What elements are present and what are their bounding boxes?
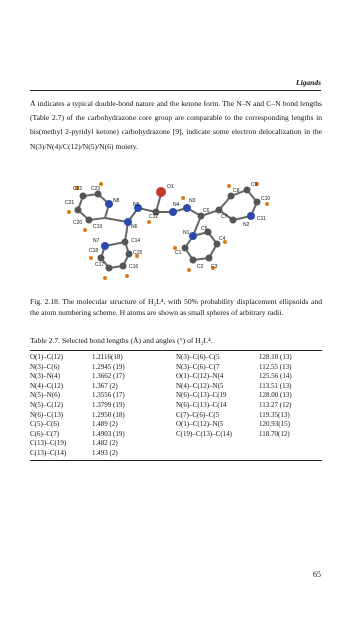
atom-label: C7 [221,214,228,220]
body-paragraph: Å indicates a typical double-bond nature and the ketone form. The N–N and C–N bond lengths (Table 2.7) of the carbohydrazone core group are comparable to the corresponding lengths in bis(methyl 2-pyridyl ketone) carbohydrazone [9], indicate some electron delocalization in the N(3)/N(4)/C(12)/N(5)/N(6) moiety. [30,99,322,151]
table-caption: Table 2.7. Selected bond lengths (Å) and angles (°) of H₂L⁴. [30,336,213,345]
bonds [78,190,257,268]
angle-value: 125.56 (14) [259,372,292,381]
bond-label: N(6)–C(13) [30,410,64,419]
bond-value: 1.2945 (19) [92,362,125,371]
atom-label: C12 [149,214,159,220]
angle-value: 128.10 (13) [259,353,292,361]
bond-label: O(1)–C(12) [30,353,64,361]
angle-value: 113.51 (13) [259,381,292,390]
bond-value: 1.2116(18) [92,353,123,361]
atom-label: N1 [183,230,190,236]
atom-label: N8 [113,198,120,204]
bond-value: 1.3799 (19) [92,400,125,409]
bond-value: 1.4903 (19) [92,429,125,438]
angle-value: 128.00 (13) [259,391,292,400]
bond-label: C(13)–C(14) [30,448,67,457]
table-row [30,372,176,382]
bond-value: 1.489 (2) [92,420,118,429]
table-row [30,430,176,440]
bond-label: C(13)–C(19) [30,439,67,448]
table-row [30,353,176,363]
bond-table [30,350,322,461]
atom-label: C21 [65,200,75,206]
atom-label: N3 [189,198,196,204]
atom-label: C16 [129,264,139,270]
atom-label: C15 [133,250,143,256]
angle-label: N(3)–C(6)–C(5 [176,353,220,361]
angle-value: 113.27 (12) [259,400,292,409]
table-row [176,420,322,430]
atom-label: C22 [73,186,83,192]
bond-label: C(5)–C(6) [30,420,60,429]
atom-label: C14 [131,238,141,244]
angle-label: C(7)–C(6)–C(5 [176,410,220,419]
atom-label: C17 [95,262,105,268]
table-row [30,439,176,449]
atom-label: C3 [211,264,218,270]
atom-label: N6 [131,224,138,230]
atom-label: N2 [243,222,250,228]
bond-label: N(5)–C(12) [30,400,64,409]
header-title: Ligands [295,78,321,87]
page-number: 65 [313,570,321,579]
table-row [176,430,322,440]
atom-label: C2 [197,264,204,270]
table-row [30,391,176,401]
atom-label: N4 [173,202,180,208]
angle-value: 118.70(12) [259,429,290,438]
table-row [30,382,176,392]
table-row [176,372,322,382]
angle-label: C(19)–C(13)–C(14) [176,429,232,438]
atom-label: N7 [93,238,100,244]
figure-caption: Fig. 2.18. The molecular structure of H₂L⁴, with 50% probability displacement ellipsoids and the atom numbering scheme. H atoms are shown as small spheres of arbitrary radii. [30,297,322,318]
atom-label: C5 [201,226,208,232]
bond-label: C(6)–C(7) [30,429,60,438]
angle-value: 120.93(15) [259,420,290,429]
atom-label: C19 [93,224,103,230]
atom-label: C20 [73,220,83,226]
bond-label: N(3)–C(6) [30,362,60,371]
atom-label: C11 [257,216,266,222]
angle-label: N(6)–C(13)–C(19 [176,391,227,400]
atom-label: C1 [175,250,182,256]
angle-label: N(4)–C(12)–N(5 [176,381,224,390]
table-row [30,420,176,430]
bond-angles-column [176,353,322,459]
table-row [30,411,176,421]
table-row [176,363,322,373]
bond-value: 1.2950 (18) [92,410,125,419]
bond-value: 1.482 (2) [92,439,118,448]
table-row [176,401,322,411]
table-row [176,411,322,421]
bond-value: 1.493 (2) [92,448,118,457]
bond-value: 1.3662 (17) [92,372,125,381]
bond-label: N(4)–C(12) [30,381,64,390]
page-header [30,78,321,91]
table-row [176,353,322,363]
angle-label: N(6)–C(13)–C(14 [176,400,227,409]
bond-lengths-column [30,353,176,459]
bond-value: 1.3556 (17) [92,391,125,400]
atom-label: C10 [261,196,271,202]
bond-value: 1.367 (2) [92,381,118,390]
atom-label: C23 [91,186,101,192]
atom-label: C6 [203,208,210,214]
angle-label: O(1)–C(12)–N(5 [176,420,224,429]
bond-label: N(5)–N(6) [30,391,60,400]
atom-label: C9 [251,182,258,188]
angle-value: 112.55 (13) [259,362,292,371]
molecular-structure-figure [33,172,313,290]
atom-label: C8 [233,188,240,194]
table-row [176,382,322,392]
table-row [30,401,176,411]
atom-label: C4 [219,236,226,242]
angle-label: O(1)–C(12)–N(4 [176,372,224,381]
atom-label: O1 [167,184,174,190]
bond-label: N(3)–N(4) [30,372,60,381]
table-row [30,449,176,459]
angle-value: 119.35(13) [259,410,290,419]
atom-label: C18 [89,248,99,254]
angle-label: N(3)–C(6)–C(7 [176,362,220,371]
table-row [176,391,322,401]
atom-label: N5 [133,202,140,208]
table-row [30,363,176,373]
